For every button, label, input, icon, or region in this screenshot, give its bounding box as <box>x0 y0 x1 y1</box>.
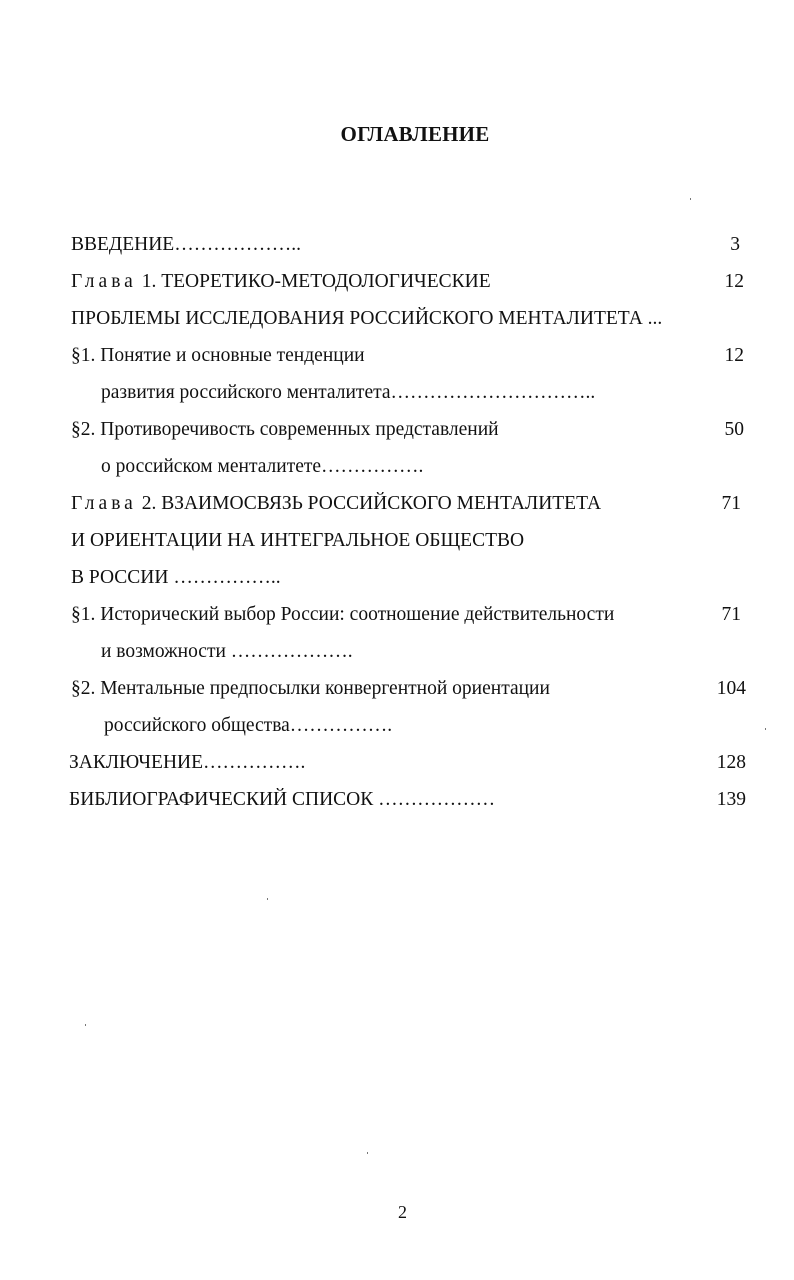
toc-entry-section-2-1: §1. Исторический выбор России: соотношение действительности <box>71 604 615 625</box>
toc-entry-introduction <box>71 235 301 255</box>
toc-page-chapter-1: 12 <box>724 271 744 292</box>
toc-entry-chapter-1 <box>71 272 491 292</box>
toc-page-introduction: 3 <box>730 234 740 255</box>
toc-entry-conclusion: ЗАКЛЮЧЕНИЕ……………. <box>69 752 306 773</box>
toc-page-chapter-2: 71 <box>721 493 741 514</box>
toc-entry-section-2-1-continued: и возможности ………………. <box>101 641 353 662</box>
scan-speck <box>367 1152 368 1154</box>
toc-entry-chapter-1-continued: ПРОБЛЕМЫ ИССЛЕДОВАНИЯ РОССИЙСКОГО МЕНТАЛИТЕТА ... <box>71 308 663 329</box>
toc-entry-label: ВВЕДЕНИЕ……………….. <box>71 234 301 255</box>
scan-speck <box>85 1024 86 1026</box>
scan-speck <box>690 198 691 200</box>
toc-entry-chapter-2 <box>71 494 601 514</box>
toc-entry-label: 1. ТЕОРЕТИКО-МЕТОДОЛОГИЧЕСКИЕ <box>136 271 491 292</box>
toc-page-section-1-1: 12 <box>724 345 744 366</box>
toc-entry-section-2-2: §2. Ментальные предпосылки конвергентной ориентации <box>71 678 550 699</box>
scan-speck <box>267 898 268 900</box>
toc-entry-bibliography: БИБЛИОГРАФИЧЕСКИЙ СПИСОК ……………… <box>69 789 496 810</box>
toc-entry-section-1-1: §1. Понятие и основные тенденции <box>71 345 365 366</box>
toc-entry-section-2-2-continued: российского общества……………. <box>104 715 393 736</box>
toc-page-conclusion: 128 <box>716 752 746 773</box>
toc-page-bibliography: 139 <box>716 789 746 810</box>
toc-entry-chapter-2-continued: И ОРИЕНТАЦИИ НА ИНТЕГРАЛЬНОЕ ОБЩЕСТВО <box>71 530 525 551</box>
toc-entry-section-1-2-continued: о российском менталитете……………. <box>101 456 424 477</box>
toc-page-section-1-2: 50 <box>724 419 744 440</box>
scan-speck <box>765 728 766 730</box>
chapter-word: Глава <box>71 271 137 292</box>
toc-entry-section-1-1-continued: развития российского менталитета………………………….. <box>101 382 596 403</box>
toc-entry-chapter-2-continued-2: В РОССИИ …………….. <box>71 567 281 588</box>
toc-page-section-2-2: 104 <box>716 678 746 699</box>
page-title: ОГЛАВЛЕНИЕ <box>340 122 490 146</box>
toc-entry-section-1-2: §2. Противоречивость современных представлений <box>71 419 499 440</box>
page-number: 2 <box>398 1202 407 1222</box>
toc-entry-label: 2. ВЗАИМОСВЯЗЬ РОССИЙСКОГО МЕНТАЛИТЕТА <box>136 493 602 514</box>
chapter-word: Глава <box>71 493 137 514</box>
toc-page-section-2-1: 71 <box>721 604 741 625</box>
